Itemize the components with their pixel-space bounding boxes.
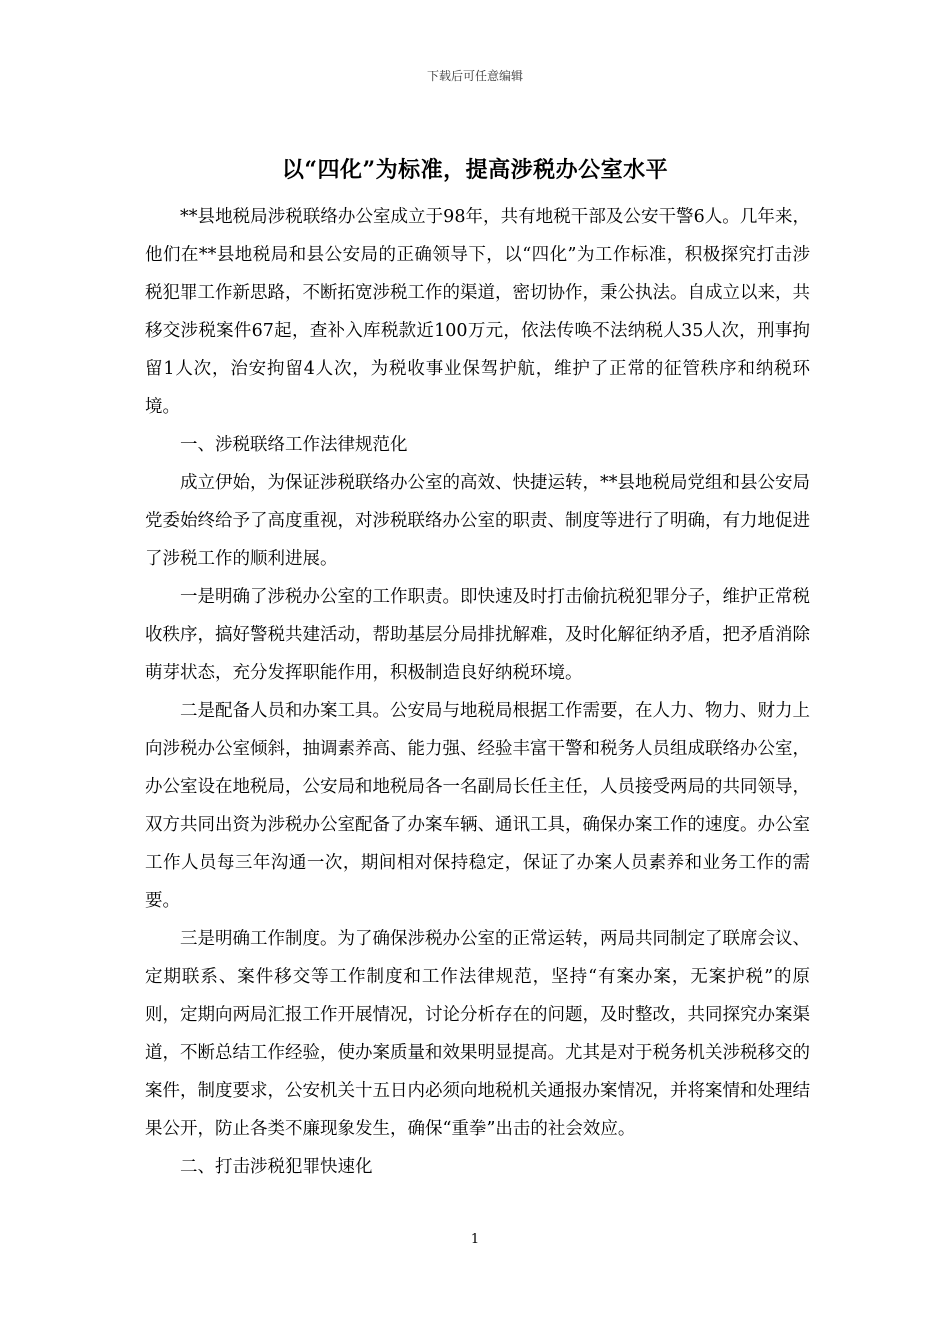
paragraph-point-1: 一是明确了涉税办公室的工作职责。即快速及时打击偷抗税犯罪分子，维护正常税收秩序，搞好警税共建活动，帮助基层分局排扰解难，及时化解征纳矛盾，把矛盾消除萌芽状态，充分发挥职能作用，积极制造良好纳税环境。 [145,587,810,683]
paragraph-section-1-intro: 成立伊始，为保证涉税联络办公室的高效、快捷运转，**县地税局党组和县公安局党委始终给予了高度重视，对涉税联络办公室的职责、制度等进行了明确，有力地促进了涉税工作的顺利进展。 [145,473,810,569]
document-body [145,198,810,1186]
paragraph-intro: **县地税局涉税联络办公室成立于98年，共有地税干部及公安干警6人。几年来，他们在**县地税局和县公安局的正确领导下，以“四化”为工作标准，积极探究打击涉税犯罪工作新思路，不断拓宽涉税工作的渠道，密切协作，秉公执法。自成立以来，共移交涉税案件67起，查补入库税款近100万元，依法传唤不法纳税人35人次，刑事拘留1人次，治安拘留4人次，为税收事业保驾护航，维护了正常的征管秩序和纳税环境。 [145,207,810,417]
section-heading-1: 一、涉税联络工作法律规范化 [180,435,408,455]
section-heading-2: 二、打击涉税犯罪快速化 [180,1157,373,1177]
paragraph-point-2: 二是配备人员和办案工具。公安局与地税局根据工作需要，在人力、物力、财力上向涉税办公室倾斜，抽调素养高、能力强、经验丰富干警和税务人员组成联络办公室，办公室设在地税局，公安局和地税局各一名副局长任主任，人员接受两局的共同领导，双方共同出资为涉税办公室配备了办案车辆、通讯工具，确保办案工作的速度。办公室工作人员每三年沟通一次，期间相对保持稳定，保证了办案人员素养和业务工作的需要。 [145,701,810,911]
header-note: 下载后可任意编辑 [426,69,523,83]
paragraph-point-3: 三是明确工作制度。为了确保涉税办公室的正常运转，两局共同制定了联席会议、定期联系、案件移交等工作制度和工作法律规范，坚持“有案办案，无案护税”的原则，定期向两局汇报工作开展情况，讨论分析存在的问题，及时整改，共同探究办案渠道，不断总结工作经验，使办案质量和效果明显提高。尤其是对于税务机关涉税移交的案件，制度要求，公安机关十五日内必须向地税机关通报办案情况，并将案情和处理结果公开，防止各类不廉现象发生，确保“重拳”出击的社会效应。 [145,929,810,1139]
document-title: 以“四化”为标准，提高涉税办公室水平 [281,157,669,183]
page-number: 1 [470,1232,480,1247]
